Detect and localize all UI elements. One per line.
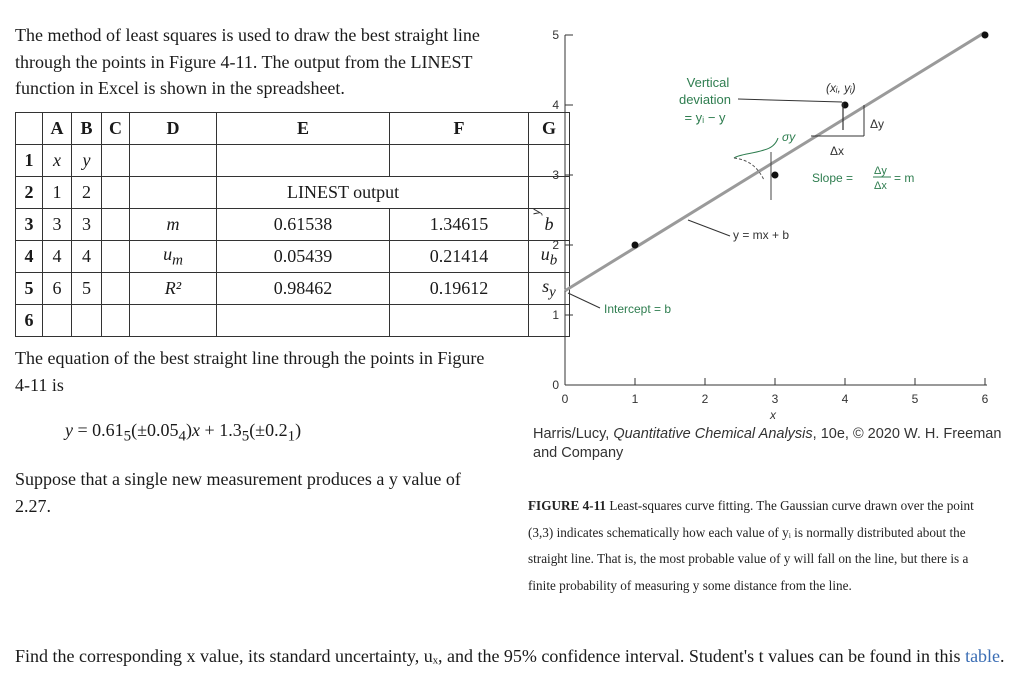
linest-spreadsheet bbox=[15, 112, 570, 337]
cell bbox=[130, 177, 217, 209]
x-value-cell: 4 bbox=[43, 241, 72, 273]
slope-dx: Δx bbox=[874, 180, 887, 192]
intercept-value-cell: 1.34615 bbox=[390, 209, 529, 241]
column-header-d: D bbox=[130, 113, 217, 145]
table-row bbox=[16, 273, 570, 305]
x-tick-label: 1 bbox=[631, 392, 639, 406]
figure-caption: FIGURE 4-11 Least-squares curve fitting. The Gaussian curve drawn over the point (3,3) indicates schematically how each value of yᵢ is normally distributed about the straight line. That is, the most probable value of y will fall on the line, but there is a finite probability of measuring y some distance from the line. bbox=[528, 498, 974, 593]
slope-prefix: Slope = bbox=[812, 171, 854, 185]
table-row bbox=[16, 177, 570, 209]
linest-output-label: LINEST output bbox=[217, 177, 529, 209]
data-point bbox=[772, 172, 779, 179]
figure-credit: Harris/Lucy, Quantitative Chemical Analysis, 10e, © 2020 W. H. Freeman and Company bbox=[533, 426, 1002, 461]
dy-label: Δy bbox=[870, 117, 885, 131]
x-value-cell: 1 bbox=[43, 177, 72, 209]
table-row bbox=[16, 241, 570, 273]
slope-uncertainty-value-cell: 0.05439 bbox=[217, 241, 390, 273]
cell bbox=[102, 305, 130, 337]
row-number: 2 bbox=[16, 177, 43, 209]
slope-dy: Δy bbox=[874, 165, 887, 177]
r-squared-value-cell: 0.98462 bbox=[217, 273, 390, 305]
y-header-cell: y bbox=[72, 145, 102, 177]
y-axis-label: y bbox=[529, 209, 543, 215]
cell bbox=[390, 305, 529, 337]
equation-intro: The equation of the best straight line through the points in Figure 4-11 is bbox=[15, 348, 485, 395]
cell bbox=[102, 177, 130, 209]
y-tick-label: 3 bbox=[552, 168, 559, 182]
column-header-e: E bbox=[217, 113, 390, 145]
x-tick-label: 6 bbox=[981, 392, 989, 406]
cell bbox=[130, 145, 217, 177]
intercept-uncertainty-value-cell: 0.21414 bbox=[390, 241, 529, 273]
column-header-a: A bbox=[43, 113, 72, 145]
point-label: (xᵢ, yᵢ) bbox=[826, 81, 856, 95]
measurement-question: Suppose that a single new measurement produces a y value of 2.27. bbox=[15, 469, 461, 516]
cell bbox=[130, 305, 217, 337]
y-tick-label: 0 bbox=[552, 378, 559, 392]
table-row bbox=[16, 209, 570, 241]
y-value-cell: 3 bbox=[72, 209, 102, 241]
row-number: 6 bbox=[16, 305, 43, 337]
column-header-c: C bbox=[102, 113, 130, 145]
line-eq-label: y = mx + b bbox=[733, 228, 790, 242]
y-value-cell: 4 bbox=[72, 241, 102, 273]
slope-suffix: = m bbox=[894, 171, 915, 185]
deviation-formula: = yᵢ − y bbox=[684, 110, 726, 125]
y-tick-label: 1 bbox=[552, 308, 559, 322]
data-point bbox=[982, 32, 989, 39]
cell bbox=[390, 145, 529, 177]
deviation-leader bbox=[738, 99, 842, 102]
cell bbox=[102, 209, 130, 241]
column-header-b: B bbox=[72, 113, 102, 145]
x-tick-label: 4 bbox=[841, 392, 849, 406]
y-tick-label: 5 bbox=[552, 28, 559, 42]
intro-paragraph: The method of least squares is used to draw the best straight line through the points in Figure 4-11. The output from the LINEST function in Excel is shown in the spreadsheet. bbox=[15, 25, 480, 98]
least-squares-figure bbox=[520, 10, 1020, 422]
dx-label: Δx bbox=[830, 144, 845, 158]
r-squared-label-cell: R² bbox=[130, 273, 217, 305]
slope-value-cell: 0.61538 bbox=[217, 209, 390, 241]
cell bbox=[102, 273, 130, 305]
cell bbox=[217, 145, 390, 177]
sy-label-cell: $s_y$ bbox=[529, 273, 570, 305]
data-point bbox=[632, 242, 639, 249]
students-t-table-link[interactable]: table bbox=[965, 646, 1001, 666]
sy-value-cell: 0.19612 bbox=[390, 273, 529, 305]
deviation-label: deviation bbox=[678, 92, 732, 107]
corner-cell bbox=[16, 113, 43, 145]
column-header-g: G bbox=[529, 113, 570, 145]
y-value-cell: 5 bbox=[72, 273, 102, 305]
row-number: 3 bbox=[16, 209, 43, 241]
sigma-label: σy bbox=[782, 130, 796, 144]
x-value-cell: 3 bbox=[43, 209, 72, 241]
cell bbox=[102, 241, 130, 273]
intercept-leader bbox=[568, 293, 600, 308]
x-header-cell: x bbox=[43, 145, 72, 177]
x-value-cell: 6 bbox=[43, 273, 72, 305]
column-header-row bbox=[16, 113, 570, 145]
y-tick-label: 2 bbox=[552, 238, 559, 252]
row-number: 4 bbox=[16, 241, 43, 273]
row-number: 5 bbox=[16, 273, 43, 305]
x-axis-label: x bbox=[770, 408, 776, 422]
intercept-label-cell: b bbox=[529, 209, 570, 241]
x-tick-label: 2 bbox=[701, 392, 709, 406]
line-eq-leader bbox=[688, 220, 730, 236]
x-tick-label: 3 bbox=[771, 392, 779, 406]
column-header-f: F bbox=[390, 113, 529, 145]
fit-line bbox=[565, 32, 985, 290]
x-tick-label: 5 bbox=[911, 392, 919, 406]
cell bbox=[43, 305, 72, 337]
slope-label-cell: m bbox=[130, 209, 217, 241]
best-fit-equation: $y = 0.61_5(\pm 0.05_4)x + 1.3_5(\pm 0.2_1)$ bbox=[65, 420, 302, 445]
task-question: Find the corresponding x value, its standard uncertainty, uₓ, and the 95% confidence interval. Student's t values can be found in this table. bbox=[15, 646, 1005, 666]
x-tick-label: 0 bbox=[561, 392, 569, 406]
y-tick-label: 4 bbox=[552, 98, 559, 112]
intercept-label: Intercept = b bbox=[604, 302, 672, 316]
cell bbox=[217, 305, 390, 337]
cell bbox=[102, 145, 130, 177]
intercept-uncertainty-label-cell: $u_b$ bbox=[529, 241, 570, 273]
row-number: 1 bbox=[16, 145, 43, 177]
slope-uncertainty-label-cell: $u_m$ bbox=[130, 241, 217, 273]
y-value-cell: 2 bbox=[72, 177, 102, 209]
vertical-label: Vertical bbox=[686, 75, 730, 90]
cell bbox=[72, 305, 102, 337]
table-row bbox=[16, 305, 570, 337]
table-row bbox=[16, 145, 570, 177]
